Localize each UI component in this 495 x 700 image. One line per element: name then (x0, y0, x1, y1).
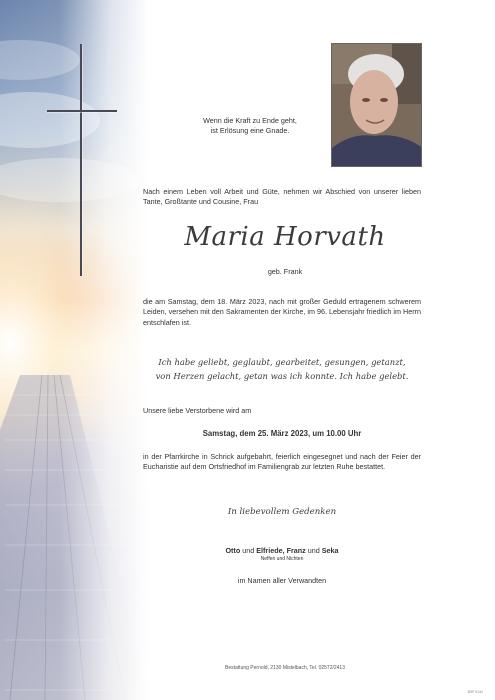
funeral-home-footer: Bestattung Pernold, 2130 Mistelbach, Tel. 02572/2413 (225, 665, 345, 671)
print-code: B3P 5144 (467, 690, 483, 694)
mourner-conjunction-2: und (307, 546, 320, 555)
quote-line-1: Wenn die Kraft zu Ende geht, (203, 116, 297, 125)
mourner-name-3: Seka (321, 546, 339, 555)
quote-line-2: ist Erlösung eine Gnade. (210, 126, 290, 136)
mourners-names (143, 546, 421, 556)
memory-phrase: In liebevollem Gedenken (227, 507, 337, 517)
cross-icon-horizontal (47, 110, 117, 112)
mourners-relation: Neffen und Nichten (260, 556, 304, 562)
intro-text: Nach einem Leben voll Arbeit und Güte, nehmen wir Abschied von unserer lieben Tante, Großtante und Cousine, Frau (143, 187, 421, 207)
mourner-conjunction-1: und (242, 546, 255, 555)
family-line: im Namen aller Verwandten (237, 576, 327, 585)
funeral-date: Samstag, dem 25. März 2023, um 10.00 Uhr (202, 429, 362, 438)
opening-quote (180, 116, 320, 137)
mourner-name-2: Elfriede, Franz (256, 546, 306, 555)
poem-line-2: von Herzen gelacht, getan was ich konnte. Ich habe gelebt. (155, 371, 409, 381)
funeral-intro: Unsere liebe Verstorbene wird am (143, 406, 252, 415)
portrait-photo (331, 43, 422, 167)
mourner-name-1: Otto (225, 546, 241, 555)
funeral-details: in der Pfarrkirche in Schrick aufgebahrt, feierlich eingesegnet und nach der Feier der Eucharistie auf dem Ortsfriedhof im Familiengrab zur letzten Ruhe bestattet. (143, 452, 421, 472)
memorial-poem (143, 355, 421, 383)
portrait-image (332, 44, 422, 167)
birth-name: geb. Frank (267, 267, 303, 276)
death-announcement: die am Samstag, dem 18. März 2023, nach mit großer Geduld ertragenem schwerem Leiden, versehen mit den Sakramenten der Kirche, im 96. Lebensjahr friedlich im Herrn entschlafen ist. (143, 297, 421, 327)
cross-icon-vertical (80, 44, 82, 276)
poem-line-1: Ich habe geliebt, geglaubt, gearbeitet, gesungen, getanzt, (158, 357, 406, 367)
deceased-name: Maria Horvath (184, 222, 386, 252)
